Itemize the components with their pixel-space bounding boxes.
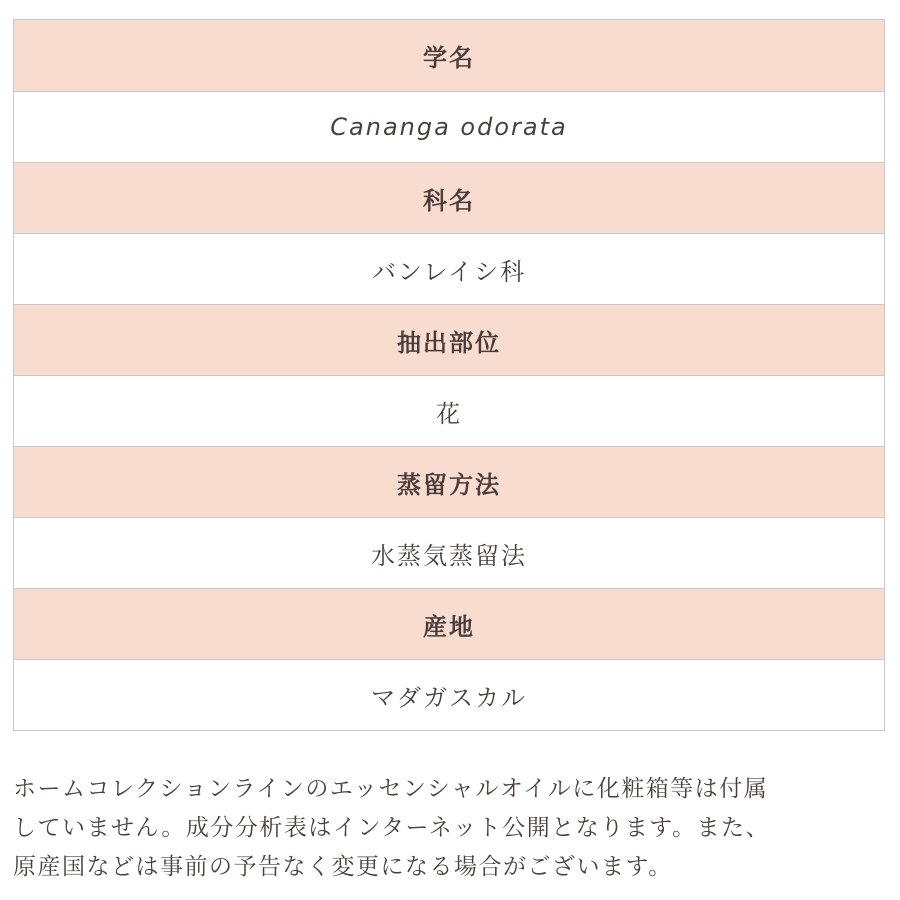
spec-value-family: バンレイシ科: [14, 233, 884, 304]
note-line: していません。成分分析表はインターネット公開となります。また、: [13, 815, 770, 841]
note-line: 原産国などは事前の予告なく変更になる場合がございます。: [13, 854, 673, 880]
product-note: [13, 770, 888, 887]
product-spec-table: [13, 19, 885, 731]
spec-heading-family: 科名: [14, 162, 884, 233]
spec-value-extraction-part: 花: [14, 375, 884, 446]
spec-heading-scientific-name: 学名: [14, 20, 884, 91]
spec-value-scientific-name: Cananga odorata: [14, 91, 884, 162]
spec-heading-extraction-part: 抽出部位: [14, 304, 884, 375]
spec-value-origin: マダガスカル: [14, 659, 884, 730]
spec-heading-distillation-method: 蒸留方法: [14, 446, 884, 517]
spec-heading-origin: 産地: [14, 588, 884, 659]
spec-value-distillation-method: 水蒸気蒸留法: [14, 517, 884, 588]
note-line: ホームコレクションラインのエッセンシャルオイルに化粧箱等は付属: [13, 776, 769, 802]
